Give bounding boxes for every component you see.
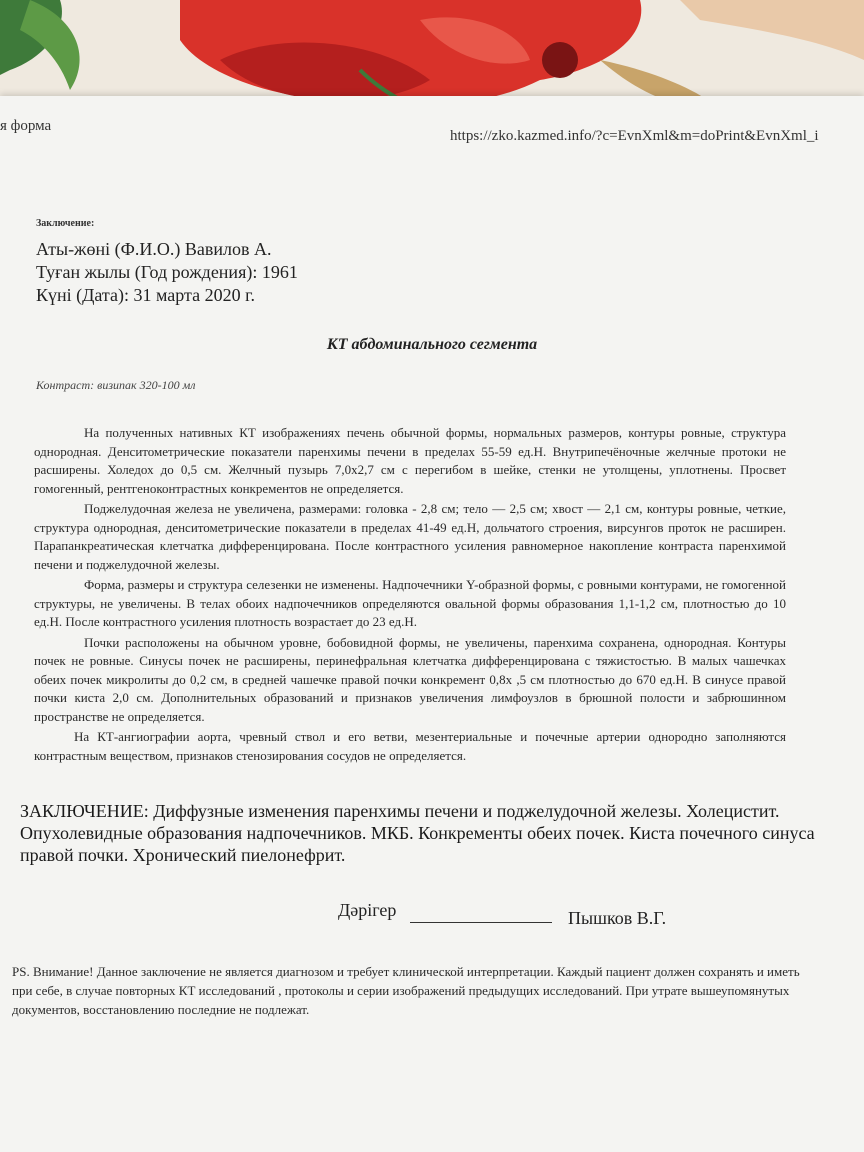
contrast-agent: Контраст: визипак 320-100 мл: [36, 378, 196, 392]
signature-block: [0, 900, 864, 930]
findings-spleen-adrenals: Форма, размеры и структура селезенки не изменены. Надпочечники Y-образной формы, с ровными контурами, не гомогенной структуры, не увеличены. В телах обоих надпочечников определяются овальной формы образования 1,1-1,2 см, плотностью до 10 ед.Н. После контрастного усиления плотность возрастает до 23 ед.Н.: [34, 577, 786, 629]
print-header: [0, 118, 864, 146]
patient-birth-year: Туған жылы (Год рождения): 1961: [36, 262, 298, 282]
conclusion-text: ЗАКЛЮЧЕНИЕ: Диффузные изменения паренхимы печени и поджелудочной железы. Холецистит. Опухолевидные образования надпочечников. МКБ. Конкременты обеих почек. Киста почечного синуса правой почки. Хронический пиелонефрит.: [20, 801, 815, 865]
disclaimer-note: PS. Внимание! Данное заключение не является диагнозом и требует клинической интерпретации. Каждый пациент должен сохранять и иметь при себе, в случае повторных КТ исследований , протоколы и серии изображений предыдущих исследований. При утрате вышеупомянутых документов, восстановлению последние не подлежат.: [12, 964, 800, 1017]
section-label: Заключение:: [36, 218, 95, 229]
findings-text: [34, 424, 786, 767]
exam-date: Күні (Дата): 31 марта 2020 г.: [36, 285, 255, 305]
doctor-name: Пышков В.Г.: [568, 908, 667, 928]
signature-role: Дәрігер: [338, 900, 397, 920]
document-title: КТ абдоминального сегмента: [326, 336, 538, 353]
signature-line: [410, 922, 552, 923]
findings-liver: На полученных нативных КТ изображениях печень обычной формы, нормальных размеров, контуры ровные, структура однородная. Денситометрические показатели паренхимы печени в пределах 55-59 ед.Н. Внутрипечёночные желчные протоки не расширены. Холедох до 0,5 см. Желчный пузырь 7,0х2,7 см с перегибом в шейке, стенки не утолщены, уплотнены. Просвет гомогенный, рентгеноконтрастных конкрементов не определяется.: [34, 425, 786, 496]
patient-name: Аты-жөні (Ф.И.О.) Вавилов А.: [36, 239, 272, 259]
findings-pancreas: Поджелудочная железа не увеличена, размерами: головка - 2,8 см; тело — 2,5 см; хвост — 2,1 см, контуры ровные, четкие, структура однородная, денситометрические показатели в пределах 41-49 ед.Н, дольчатого строения, вирсунгов проток не расширен. Парапанкреатическая клетчатка дифференцирована. После контрастного усиления равномерное накопление контраста паренхимой печени и поджелудочной железы.: [34, 501, 786, 572]
patient-info: [36, 238, 298, 307]
findings-angiography: На КТ-ангиографии аорта, чревный ствол и его ветви, мезентериальные и почечные артерии однородно заполняются контрастным веществом, признаков стенозирования сосудов не определяется.: [34, 729, 786, 763]
print-url: https://zko.kazmed.info/?c=EvnXml&m=doPrint&EvnXml_i: [450, 128, 819, 144]
findings-kidneys: Почки расположены на обычном уровне, бобовидной формы, не увеличены, паренхима сохранена, однородная. Контуры почек не ровные. Синусы почек не расширены, перинефральная клетчатка дифференцирована с тяжистостью. В малых чашечках обеих почек микролиты до 0,2 см, в средней чашечке правой почки конкремент 0,8х ,5 см плотностью до 670 ед.Н. В синусе правой почки киста 2,0 см. Дополнительных образований и признаков увеличения лимфоузлов в брюшной полости и забрюшинном пространстве не определяется.: [34, 634, 786, 724]
form-label: я форма: [0, 118, 52, 134]
